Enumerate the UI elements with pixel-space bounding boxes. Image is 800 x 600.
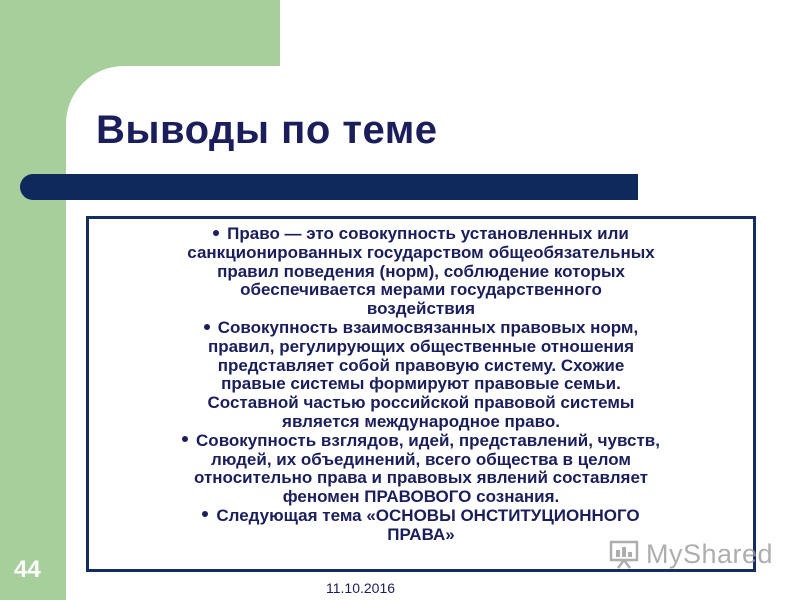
presentation-board-icon [608,537,642,571]
bullet-dot-icon [213,230,219,236]
bullet-line: санкционированных государством общеобязательных [187,242,655,262]
bullet-line: воздействия [366,299,476,319]
bullet-line: Совокупность взаимосвязанных правовых норм, [217,317,639,337]
slide-number: 44 [14,556,41,583]
bullet-list [89,219,753,545]
bullet-line: правил поведения (норм), соблюдение которых [217,261,625,281]
bullet-item-2 [99,319,743,432]
bullet-dot-icon [202,511,208,517]
bullet-dot-icon [182,436,188,442]
bullet-line: феномен ПРАВОВОГО сознания. [282,487,560,507]
bullet-line: правые системы формируют правовые семьи. [221,374,621,394]
bullet-line: является международное право. [282,411,560,431]
footer-date: 11.10.2016 [326,580,396,596]
slide-title: Выводы по теме [96,108,438,152]
bullet-line: Составной частью российской правовой системы [207,393,635,413]
bullet-line: относительно права и правовых явлений составляет [194,468,648,488]
title-underline-bar [20,174,638,200]
bullet-line: правил, регулирующих общественные отношения [207,336,635,356]
bullet-line: Совокупность взглядов, идей, представлений, чувств, [196,430,660,450]
bullet-line: людей, их объединений, всего общества в целом [211,449,631,469]
content-box [86,216,756,572]
watermark-logo [608,536,773,572]
bullet-line: ПРАВА» [387,524,455,544]
bullet-item-1 [99,225,743,319]
bullet-line: представляет собой правовую систему. Схожие [217,355,625,375]
bullet-line: обеспечивается мерами государственного [240,280,602,300]
bullet-line: Следующая тема «ОСНОВЫ ОНСТИТУЦИОННОГО [216,505,640,525]
bullet-item-3 [99,432,743,507]
watermark-text: MyShared [646,538,774,569]
bullet-line: Право — это совокупность установленных или [227,224,629,243]
bullet-dot-icon [204,324,210,330]
